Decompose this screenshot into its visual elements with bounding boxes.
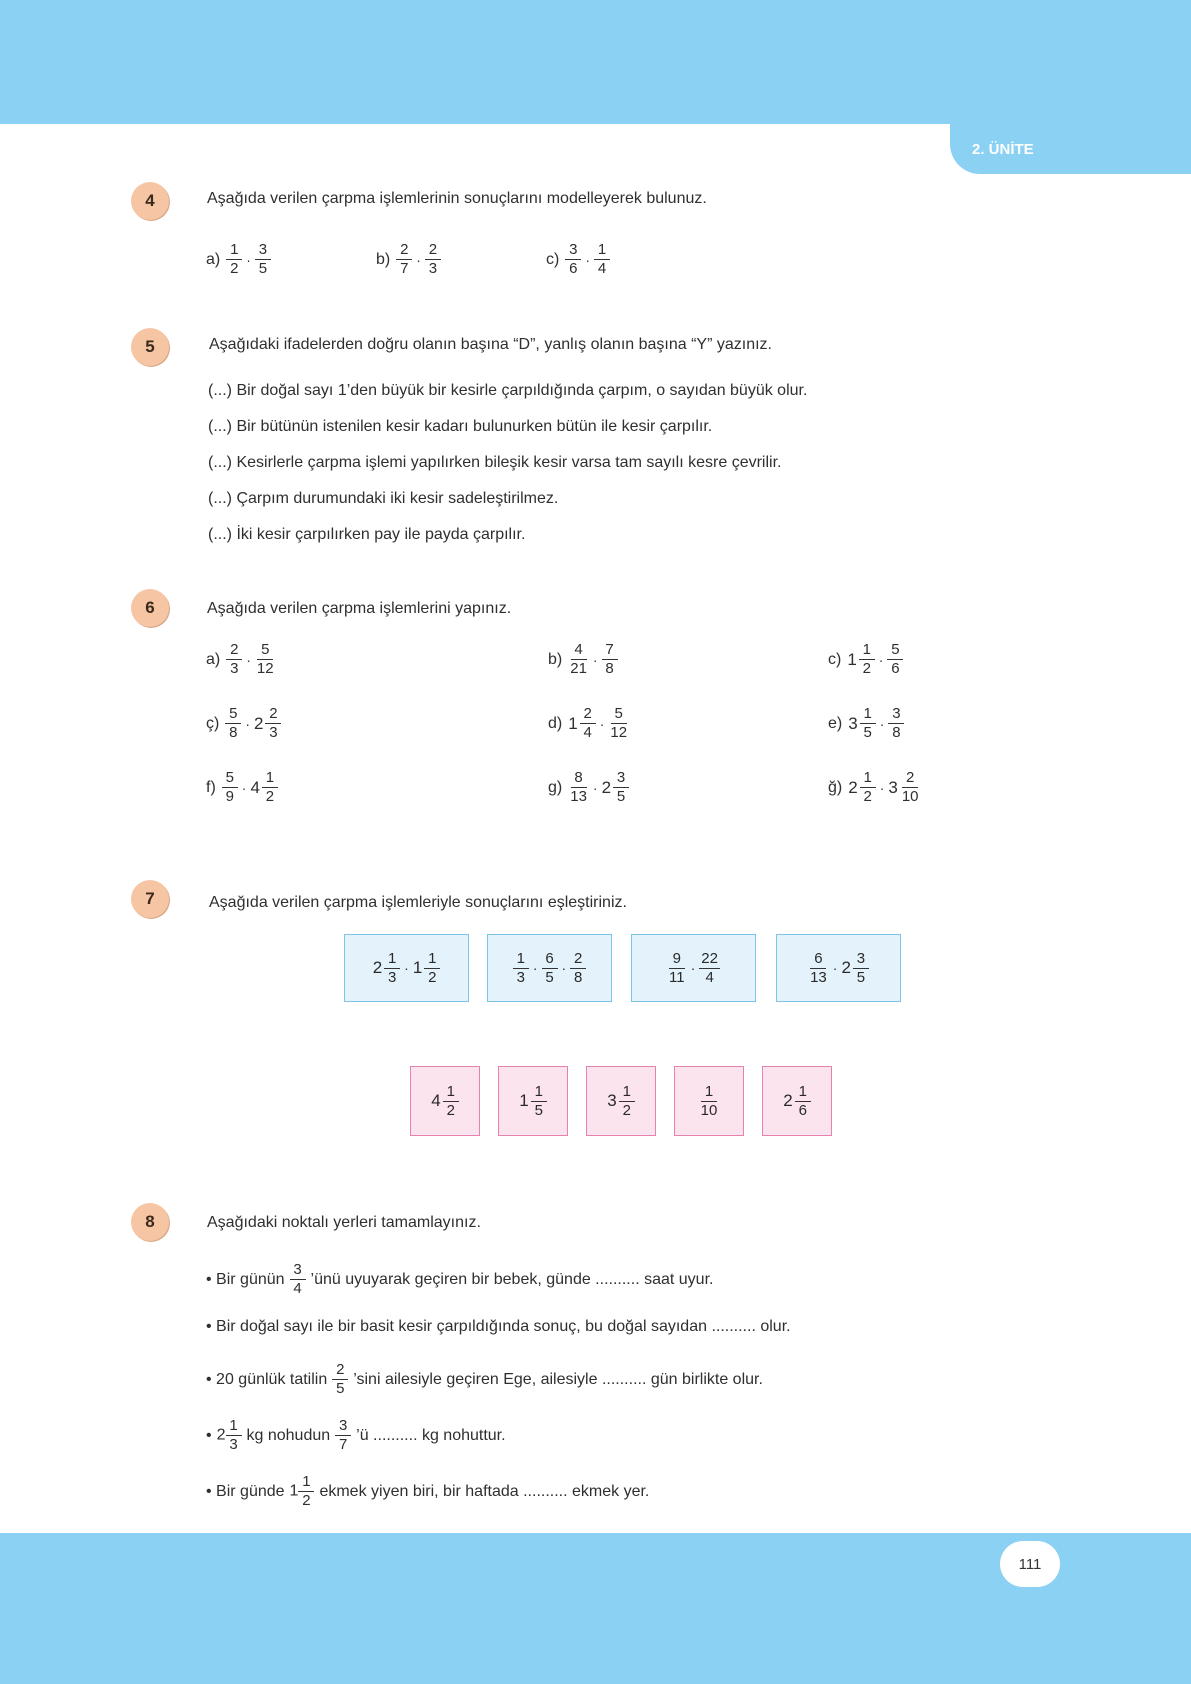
fill-line-2: • Bir doğal sayı ile bir basit kesir çarpıldığında sonuç, bu doğal sayıdan .......... olur. bbox=[206, 1318, 791, 1335]
question-number-6: 6 bbox=[131, 589, 169, 627]
operation-card-3[interactable]: $\frac{9}{11}$ · $\frac{22}{4}$ bbox=[631, 934, 756, 1002]
statement-1: (...) Bir doğal sayı 1’den büyük bir kesirle çarpıldığında çarpım, o sayıdan büyük olur. bbox=[208, 382, 808, 399]
q6-item-f: f) $\frac{5}{9}$ · 4 $\frac{1}{2}$ bbox=[206, 770, 278, 805]
fill-line-5: • Bir günde 1 $\frac{1}{2}$ ekmek yiyen biri, bir haftada .......... ekmek yer. bbox=[206, 1473, 650, 1509]
operation-card-2[interactable]: $\frac{1}{3}$ · $\frac{6}{5}$ · $\frac{2}{8}$ bbox=[487, 934, 612, 1002]
q4-item-a: a) $\frac{1}{2}$ · $\frac{3}{5}$ bbox=[206, 242, 271, 277]
question-number-8: 8 bbox=[131, 1203, 169, 1241]
q4-item-b: b) $\frac{2}{7}$ · $\frac{2}{3}$ bbox=[376, 242, 441, 277]
q6-item-g: g) $\frac{8}{13}$ · 2 $\frac{3}{5}$ bbox=[548, 770, 629, 805]
operation-card-1[interactable]: 2 $\frac{1}{3}$ · 1 $\frac{1}{2}$ bbox=[344, 934, 469, 1002]
q6-item-b: b) $\frac{4}{21}$ · $\frac{7}{8}$ bbox=[548, 642, 618, 677]
question-number-7: 7 bbox=[131, 880, 169, 918]
result-card-5[interactable]: 2 $\frac{1}{6}$ bbox=[762, 1066, 832, 1136]
statement-4: (...) Çarpım durumundaki iki kesir sadeleştirilmez. bbox=[208, 490, 559, 507]
result-card-3[interactable]: 3 $\frac{1}{2}$ bbox=[586, 1066, 656, 1136]
question-number-4: 4 bbox=[131, 182, 169, 220]
question-8-text: Aşağıdaki noktalı yerleri tamamlayınız. bbox=[207, 1214, 481, 1231]
q6-item-a: a) $\frac{2}{3}$ · $\frac{5}{12}$ bbox=[206, 641, 274, 677]
result-card-1[interactable]: 4 $\frac{1}{2}$ bbox=[410, 1066, 480, 1136]
question-5-text: Aşağıdaki ifadelerden doğru olanın başına “D”, yanlış olanın başına “Y” yazınız. bbox=[209, 336, 772, 353]
q6-item-c-cedilla: ç) $\frac{5}{8}$ · 2 $\frac{2}{3}$ bbox=[206, 706, 281, 741]
statement-2: (...) Bir bütünün istenilen kesir kadarı bulunurken bütün ile kesir çarpılır. bbox=[208, 418, 713, 435]
top-banner bbox=[0, 0, 1191, 124]
question-7-text: Aşağıda verilen çarpma işlemleriyle sonuçlarını eşleştiriniz. bbox=[209, 894, 627, 911]
q6-item-c: c) 1 $\frac{1}{2}$ · $\frac{5}{6}$ bbox=[828, 642, 903, 677]
fill-line-3: • 20 günlük tatilin $\frac{2}{5}$ ’sini ailesiyle geçiren Ege, ailesiyle .......... gün birlikte olur. bbox=[206, 1361, 763, 1397]
question-4-text: Aşağıda verilen çarpma işlemlerinin sonuçlarını modelleyerek bulunuz. bbox=[207, 190, 707, 207]
question-number-5: 5 bbox=[131, 328, 169, 366]
statement-5: (...) İki kesir çarpılırken pay ile payda çarpılır. bbox=[208, 526, 526, 543]
q6-item-d: d) 1 $\frac{2}{4}$ · $\frac{5}{12}$ bbox=[548, 705, 628, 741]
unit-label: 2. ÜNİTE bbox=[950, 124, 1191, 174]
operation-card-4[interactable]: $\frac{6}{13}$ · 2 $\frac{3}{5}$ bbox=[776, 934, 901, 1002]
result-card-4[interactable]: $\frac{1}{10}$ bbox=[674, 1066, 744, 1136]
page-number: 111 bbox=[1000, 1541, 1060, 1587]
q4-item-c: c) $\frac{3}{6}$ · $\frac{1}{4}$ bbox=[546, 242, 610, 277]
fill-line-4: • 2 $\frac{1}{3}$ kg nohudun $\frac{3}{7}$ ’ü .......... kg nohuttur. bbox=[206, 1417, 506, 1453]
q6-item-g-breve: ğ) 2 $\frac{1}{2}$ · 3 $\frac{2}{10}$ bbox=[828, 769, 919, 805]
question-6-text: Aşağıda verilen çarpma işlemlerini yapınız. bbox=[207, 600, 512, 617]
q6-item-e: e) 3 $\frac{1}{5}$ · $\frac{3}{8}$ bbox=[828, 706, 904, 741]
result-card-2[interactable]: 1 $\frac{1}{5}$ bbox=[498, 1066, 568, 1136]
statement-3: (...) Kesirlerle çarpma işlemi yapılırken bileşik kesir varsa tam sayılı kesre çevrilir. bbox=[208, 454, 782, 471]
fill-line-1: • Bir günün $\frac{3}{4}$ ’ünü uyuyarak geçiren bir bebek, günde .......... saat uyur. bbox=[206, 1261, 714, 1297]
